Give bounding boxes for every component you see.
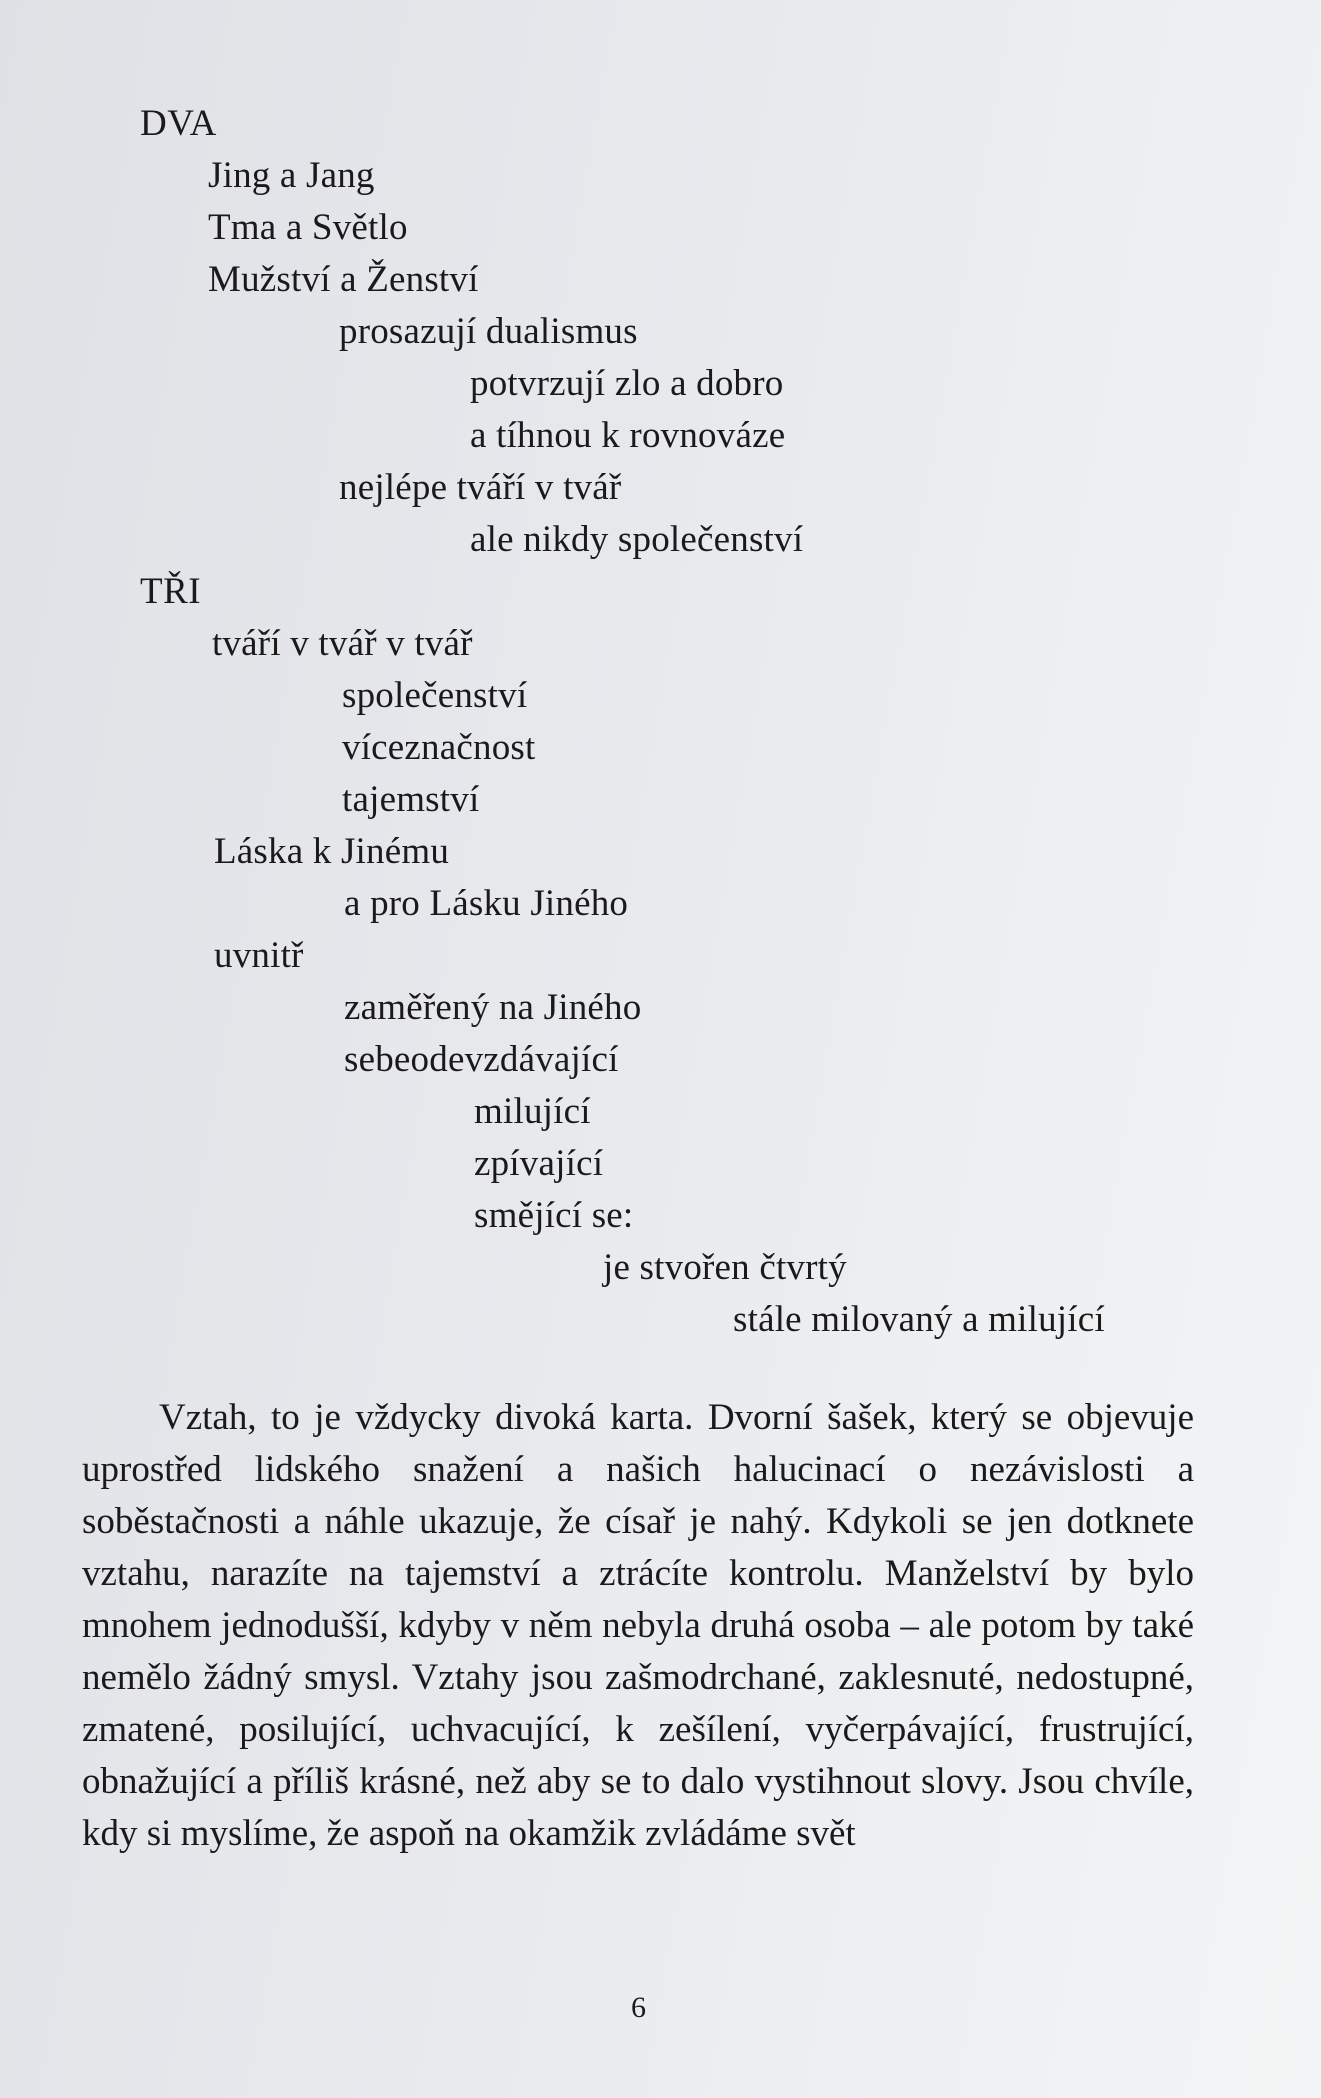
- prose-paragraph: Vztah, to je vždycky divoká karta. Dvorní šašek, který se objevuje uprostřed lidského snažení a našich halucinací o nezávislosti a soběstačnosti a náhle ukazuje, že císař je nahý. Kdykoli se jen dotknete vztahu, narazíte na tajemství a ztrácíte kontrolu. Manželství by bylo mnohem jednodušší, kdyby v něm nebyla druhá osoba – ale potom by také nemělo žádný smysl. Vztahy jsou zašmodrchané, zaklesnuté, nedostupné, zmatené, posilující, uchvacující, k zešílení, vyčerpávající, frustrující, obnažující a příliš krásné, než aby se to dalo vystihnout slovy. Jsou chvíle, kdy si myslíme, že aspoň na okamžik zvládáme svět: [82, 1397, 1194, 1854]
- section-heading-dva: DVA: [140, 103, 217, 144]
- poem-line: uvnitř: [214, 935, 304, 976]
- poem-line: Jing a Jang: [208, 155, 375, 196]
- poem-line: prosazují dualismus: [339, 311, 638, 352]
- poem-line: zaměřený na Jiného: [344, 987, 642, 1028]
- section-heading-tri: TŘI: [140, 571, 202, 612]
- poem-line: Mužství a Ženství: [208, 259, 479, 300]
- poem-line: milující: [474, 1091, 591, 1132]
- poem-line: potvrzují zlo a dobro: [470, 363, 784, 404]
- poem-line: Tma a Světlo: [208, 207, 408, 248]
- poem-line: ale nikdy společenství: [470, 519, 804, 560]
- poem-line: tváří v tvář v tvář: [212, 623, 473, 664]
- poem-line: zpívající: [474, 1143, 604, 1184]
- poem-line: tajemství: [342, 779, 480, 820]
- poem-line: Láska k Jinému: [214, 831, 450, 872]
- poem-line: a tíhnou k rovnováze: [470, 415, 786, 456]
- poem-line: víceznačnost: [342, 727, 536, 768]
- poem-line: je stvořen čtvrtý: [603, 1247, 847, 1288]
- poem-line: a pro Lásku Jiného: [344, 883, 629, 924]
- poem-line: stále milovaný a milující: [733, 1299, 1105, 1340]
- poem-line: nejlépe tváří v tvář: [339, 467, 622, 508]
- page-number: 6: [631, 1991, 646, 2024]
- poem-line: smějící se:: [474, 1195, 634, 1236]
- poem-line: společenství: [342, 675, 528, 716]
- poem-line: sebeodevzdávající: [344, 1039, 619, 1080]
